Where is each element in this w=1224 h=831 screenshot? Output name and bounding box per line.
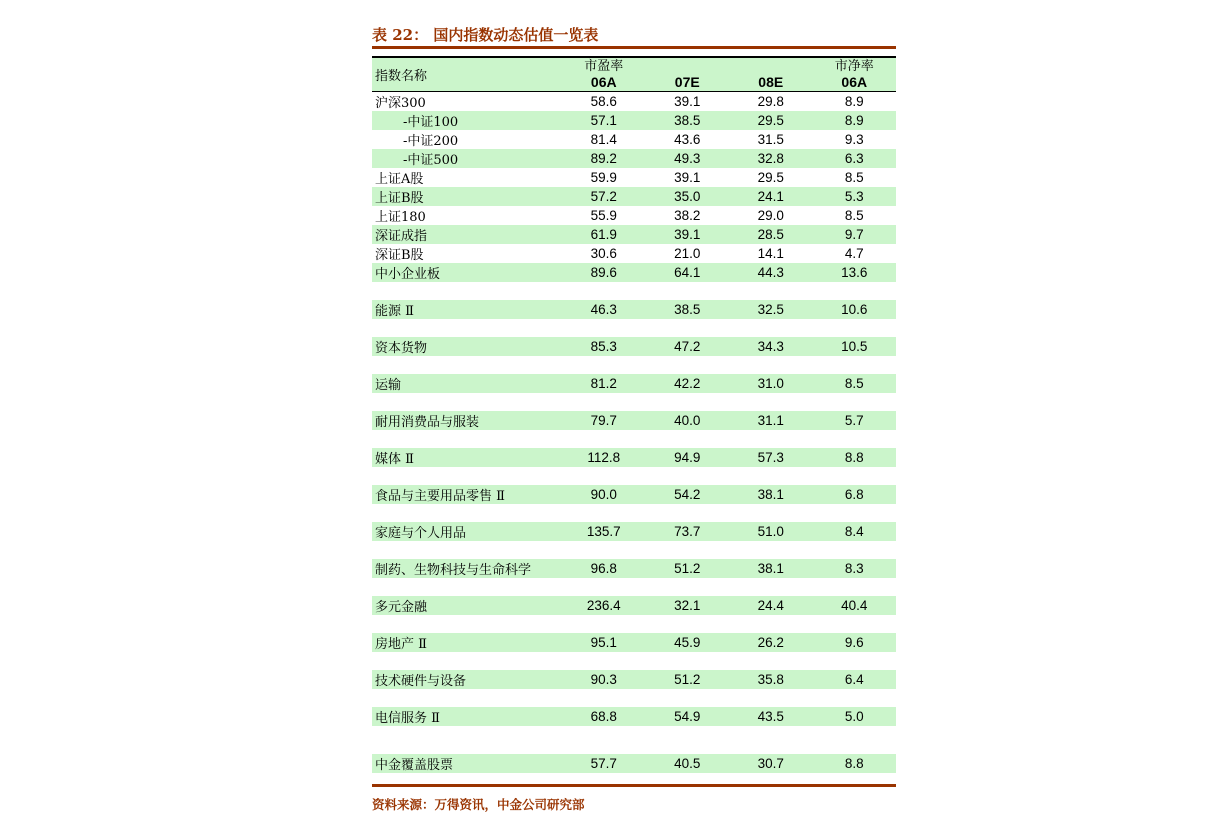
cell-value: 31.1 <box>757 413 784 428</box>
cell-value: 29.0 <box>757 208 784 223</box>
cell-value: 10.6 <box>841 302 868 317</box>
row-label: 深证B股 <box>375 248 424 263</box>
cell-value: 39.1 <box>674 94 701 109</box>
cell-value: 24.4 <box>757 598 784 613</box>
header-col-07e: 07E <box>674 74 700 90</box>
cell-value: 21.0 <box>674 246 701 261</box>
table-row <box>372 670 896 689</box>
cell-value: 61.9 <box>590 227 617 242</box>
cell-value: 39.1 <box>674 227 701 242</box>
cell-value: 8.8 <box>844 756 864 771</box>
valuation-table <box>372 56 896 773</box>
cell-value: 42.2 <box>674 376 701 391</box>
table-title: 表 22： 国内指数动态估值一览表 <box>372 26 599 44</box>
cell-value: 6.3 <box>844 151 864 166</box>
cell-value: 59.9 <box>590 170 617 185</box>
cell-value: 51.0 <box>757 524 784 539</box>
cell-value: 135.7 <box>586 524 621 539</box>
cell-value: 43.6 <box>674 132 701 147</box>
cell-value: 51.2 <box>674 672 701 687</box>
row-label: 上证B股 <box>375 191 424 206</box>
cell-value: 54.9 <box>674 709 701 724</box>
cell-value: 30.7 <box>757 756 784 771</box>
row-label: 沪深300 <box>375 96 426 111</box>
row-label: -中证100 <box>403 115 459 130</box>
cell-value: 10.5 <box>841 339 868 354</box>
cell-value: 68.8 <box>590 709 617 724</box>
summary-rows <box>372 754 896 773</box>
table-header <box>372 56 896 92</box>
cell-value: 43.5 <box>757 709 784 724</box>
cell-value: 51.2 <box>674 561 701 576</box>
table-row <box>372 754 896 773</box>
cell-value: 34.3 <box>757 339 784 354</box>
cell-value: 35.0 <box>674 189 701 204</box>
table-row <box>372 411 896 430</box>
header-pe-group-label: 市盈率 <box>584 59 624 74</box>
row-label: -中证200 <box>403 134 459 149</box>
cell-value: 57.2 <box>590 189 617 204</box>
row-label: 资本货物 <box>375 341 428 356</box>
cell-value: 64.1 <box>674 265 701 280</box>
table-row <box>372 633 896 652</box>
cell-value: 236.4 <box>586 598 621 613</box>
table-row <box>372 225 896 244</box>
cell-value: 57.3 <box>757 450 784 465</box>
row-label: 能源 Ⅱ <box>375 304 414 319</box>
cell-value: 31.5 <box>757 132 784 147</box>
cell-value: 29.8 <box>757 94 784 109</box>
sector-rows <box>372 300 896 726</box>
bottom-rule <box>372 784 896 787</box>
row-label: 上证A股 <box>375 172 424 187</box>
cell-value: 90.3 <box>590 672 617 687</box>
cell-value: 40.5 <box>674 756 701 771</box>
row-label: 中金覆盖股票 <box>375 758 454 773</box>
cell-value: 9.3 <box>844 132 864 147</box>
cell-value: 39.1 <box>674 170 701 185</box>
row-label: 耐用消费品与服装 <box>375 415 480 430</box>
row-label: 媒体 Ⅱ <box>375 452 414 467</box>
source-note: 资料来源：万得资讯，中金公司研究部 <box>372 797 585 812</box>
cell-value: 32.8 <box>757 151 784 166</box>
table-row <box>372 374 896 393</box>
row-label: 家庭与个人用品 <box>375 526 467 541</box>
cell-value: 38.1 <box>757 487 784 502</box>
cell-value: 81.2 <box>590 376 617 391</box>
row-label: 制药、生物科技与生命科学 <box>375 563 532 578</box>
cell-value: 45.9 <box>674 635 701 650</box>
table-row <box>372 168 896 187</box>
cell-value: 90.0 <box>590 487 617 502</box>
table-row <box>372 300 896 319</box>
cell-value: 28.5 <box>757 227 784 242</box>
row-label: 运输 <box>375 378 402 393</box>
table-row <box>372 149 896 168</box>
header-col-06a-pe: 06A <box>590 74 617 90</box>
table-row <box>372 130 896 149</box>
row-label: 电信服务 Ⅱ <box>375 711 440 726</box>
row-label: 房地产 Ⅱ <box>375 637 427 652</box>
cell-value: 8.9 <box>844 94 864 109</box>
cell-value: 96.8 <box>590 561 617 576</box>
table-row <box>372 111 896 130</box>
table-row <box>372 559 896 578</box>
cell-value: 89.6 <box>590 265 617 280</box>
cell-value: 89.2 <box>590 151 617 166</box>
cell-value: 4.7 <box>844 246 864 261</box>
cell-value: 95.1 <box>590 635 617 650</box>
cell-value: 8.5 <box>844 170 864 185</box>
table-row <box>372 707 896 726</box>
cell-value: 8.8 <box>844 450 864 465</box>
cell-value: 40.0 <box>674 413 701 428</box>
cell-value: 38.2 <box>674 208 701 223</box>
cell-value: 8.5 <box>844 376 864 391</box>
cell-value: 9.7 <box>844 227 864 242</box>
table-row <box>372 92 896 111</box>
cell-value: 30.6 <box>590 246 617 261</box>
cell-value: 73.7 <box>674 524 701 539</box>
cell-value: 54.2 <box>674 487 701 502</box>
table-row <box>372 522 896 541</box>
cell-value: 8.4 <box>844 524 864 539</box>
cell-value: 79.7 <box>590 413 617 428</box>
row-label: 中小企业板 <box>375 267 441 282</box>
cell-value: 47.2 <box>674 339 701 354</box>
cell-value: 8.5 <box>844 208 864 223</box>
cell-value: 38.5 <box>674 302 701 317</box>
cell-value: 29.5 <box>757 113 784 128</box>
row-label: 技术硬件与设备 <box>375 674 467 689</box>
cell-value: 35.8 <box>757 672 784 687</box>
cell-value: 14.1 <box>757 246 784 261</box>
table-row <box>372 596 896 615</box>
table-row <box>372 485 896 504</box>
cell-value: 6.4 <box>844 672 864 687</box>
cell-value: 9.6 <box>844 635 864 650</box>
table-row <box>372 263 896 282</box>
cell-value: 57.7 <box>590 756 617 771</box>
cell-value: 13.6 <box>841 265 868 280</box>
cell-value: 32.1 <box>674 598 701 613</box>
cell-value: 8.3 <box>844 561 864 576</box>
cell-value: 44.3 <box>757 265 784 280</box>
header-col-08e: 08E <box>758 74 784 90</box>
header-pb-group-label: 市净率 <box>834 59 874 74</box>
cell-value: 6.8 <box>844 487 864 502</box>
cell-value: 24.1 <box>757 189 784 204</box>
row-label: 多元金融 <box>375 600 428 615</box>
table-row <box>372 337 896 356</box>
title-rule <box>372 46 896 49</box>
cell-value: 81.4 <box>590 132 617 147</box>
report-block <box>372 27 896 813</box>
cell-value: 29.5 <box>757 170 784 185</box>
table-row <box>372 187 896 206</box>
cell-value: 32.5 <box>757 302 784 317</box>
cell-value: 112.8 <box>587 450 621 465</box>
cell-value: 38.1 <box>757 561 784 576</box>
cell-value: 57.1 <box>590 113 617 128</box>
header-name-label: 指数名称 <box>375 69 428 84</box>
cell-value: 46.3 <box>590 302 617 317</box>
row-label: 深证成指 <box>375 229 428 244</box>
header-col-06a-pb: 06A <box>841 74 868 90</box>
cell-value: 85.3 <box>590 339 617 354</box>
cell-value: 5.7 <box>844 413 864 428</box>
table-row <box>372 448 896 467</box>
cell-value: 38.5 <box>674 113 701 128</box>
cell-value: 40.4 <box>841 598 868 613</box>
cell-value: 55.9 <box>590 208 617 223</box>
cell-value: 31.0 <box>757 376 784 391</box>
cell-value: 5.0 <box>844 709 864 724</box>
cell-value: 8.9 <box>844 113 864 128</box>
index-rows <box>372 92 896 282</box>
cell-value: 58.6 <box>590 94 617 109</box>
row-label: 上证180 <box>375 210 426 225</box>
cell-value: 26.2 <box>757 635 784 650</box>
table-row <box>372 206 896 225</box>
row-label: 食品与主要用品零售 Ⅱ <box>375 489 505 504</box>
table-row <box>372 244 896 263</box>
cell-value: 49.3 <box>674 151 701 166</box>
cell-value: 94.9 <box>674 450 701 465</box>
cell-value: 5.3 <box>844 189 864 204</box>
row-label: -中证500 <box>403 153 459 168</box>
